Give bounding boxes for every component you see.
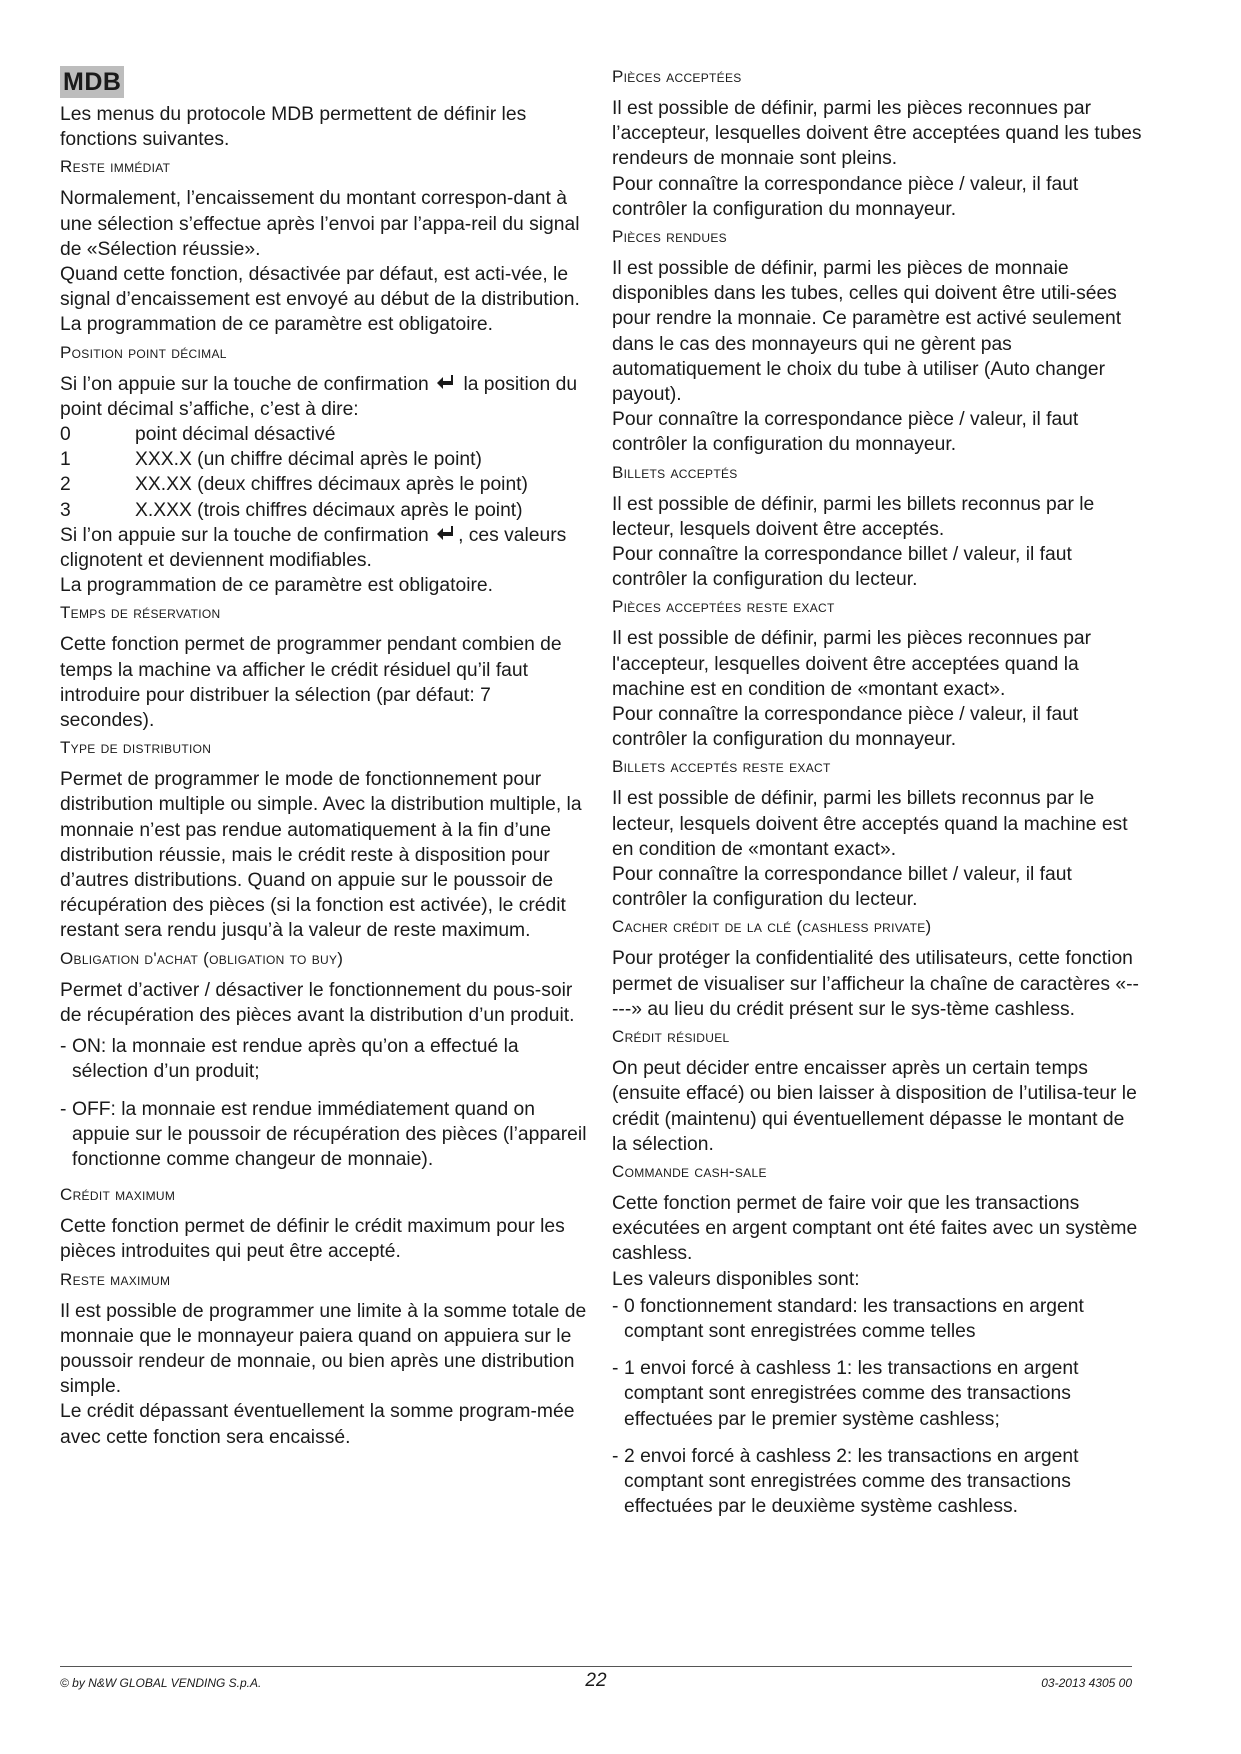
section-heading: Obligation d'achat (obligation to buy) (60, 948, 344, 968)
section-billets-exact (612, 756, 1142, 912)
list-item-text: 2 envoi forcé à cashless 2: les transactions en argent comptant sont enregistrées comme des transactions effectuées par le deuxième système cashless. (624, 1445, 1079, 1518)
paragraph (60, 523, 590, 573)
section-heading: Pièces acceptées (612, 67, 742, 86)
left-column (60, 62, 590, 1450)
paragraph-text: , ces valeurs clignotent et deviennent modifiables. (60, 524, 567, 572)
section-residuel (612, 1026, 1142, 1157)
paragraph: Il est possible de définir, parmi les pièces reconnues par l’accepteur, lesquelles doivent être acceptées quand les tubes rendeurs de monnaie sont pleins. (612, 98, 1142, 170)
list-item-text: 1 envoi forcé à cashless 1: les transactions en argent comptant sont enregistrées comme des transactions effectuées par le premier système cashless; (624, 1358, 1079, 1430)
paragraph: Pour protéger la confidentialité des utilisateurs, cette fonction permet de visualiser sur l’afficheur la chaîne de caractères «-----» au lieu du crédit présent sur le sys-tème cashless. (612, 948, 1139, 1020)
option-row (60, 472, 590, 497)
paragraph-text: Si l’on appuie sur la touche de confirmation (60, 524, 429, 546)
section-heading: Commande cash-sale (612, 1161, 767, 1181)
section-type (60, 737, 590, 943)
footer-divider (60, 1666, 1132, 1667)
paragraph: Permet d’activer / désactiver le fonctionnement du pous-soir de récupération des pièces avant la distribution d’un produit. (60, 979, 575, 1026)
section-heading: Type de distribution (60, 738, 212, 758)
section-heading: Billets acceptés reste exact (612, 757, 831, 777)
option-text: point décimal désactivé (135, 424, 336, 446)
list-item-text: 0 fonctionnement standard: les transactions en argent comptant sont enregistrées comme telles (624, 1295, 1084, 1342)
section-heading: Crédit maximum (60, 1185, 176, 1205)
page-footer (60, 1670, 1132, 1694)
option-row (60, 447, 590, 472)
paragraph: Pour connaître la correspondance billet / valeur, il faut contrôler la configuration du lecteur. (612, 864, 1072, 911)
paragraph: Le crédit dépassant éventuellement la somme program-mée avec cette fonction sera encaissé. (60, 1401, 575, 1448)
section-reste-max (60, 1269, 590, 1450)
section-pieces-exact (612, 596, 1142, 752)
paragraph: Cette fonction permet de faire voir que les transactions exécutées en argent comptant ont été faites avec un système cashless. (612, 1192, 1138, 1265)
section-heading: Temps de réservation (60, 603, 221, 623)
paragraph: Il est possible de définir, parmi les pièces de monnaie disponibles dans les tubes, celles qui doivent être utili-sées pour rendre la monnaie. Ce paramètre est activé seulement dans le cas des monnayeurs qui ne gèrent pas automatiquement le choix du tube à utiliser (Auto changer payout). (612, 258, 1122, 406)
option-text: X.XXX (trois chiffres décimaux après le point) (135, 499, 523, 521)
document-code: 03-2013 4305 00 (1041, 1676, 1132, 1690)
section-credit-max (60, 1184, 590, 1264)
list-item: - 0 fonctionnement standard: les transactions en argent comptant sont enregistrées comme telles (612, 1294, 1142, 1344)
paragraph: Pour connaître la correspondance billet / valeur, il faut contrôler la configuration du lecteur. (612, 544, 1072, 591)
section-heading: Position point décimal (60, 342, 227, 362)
section-position-point (60, 342, 590, 599)
intro-text: Les menus du protocole MDB permettent de définir les fonctions suivantes. (60, 104, 527, 151)
list-item-text: ON: la monnaie est rendue après qu’on a effectué la sélection d’un produit; (72, 1036, 519, 1083)
section-reste-immediat (60, 156, 590, 337)
paragraph: Cette fonction permet de définir le crédit maximum pour les pièces introduites qui peut être accepté. (60, 1216, 565, 1263)
paragraph: Quand cette fonction, désactivée par défaut, est acti-vée, le signal d’encaissement est envoyé au début de la distribution. (60, 264, 580, 311)
list-item: - 1 envoi forcé à cashless 1: les transactions en argent comptant sont enregistrées comme des transactions effectuées par le premier système cashless; (612, 1356, 1142, 1432)
enter-key-icon (436, 525, 456, 543)
enter-key-icon (436, 374, 456, 392)
paragraph: Il est possible de définir, parmi les billets reconnus par le lecteur, lesquels doivent être acceptés quand la machine est en condition de «montant exact». (612, 788, 1128, 860)
paragraph: Pour connaître la correspondance pièce / valeur, il faut contrôler la configuration du monnayeur. (612, 704, 1079, 751)
option-number: 2 (60, 474, 71, 496)
option-row (60, 498, 590, 523)
paragraph: Pour connaître la correspondance pièce / valeur, il faut contrôler la configuration du monnayeur. (612, 173, 1079, 220)
list-item-text: OFF: la monnaie est rendue immédiatement quand on appuie sur le poussoir de récupération des pièces (l’appareil fonctionne comme changeur de monnaie). (72, 1098, 587, 1170)
paragraph: Les valeurs disponibles sont: (612, 1268, 860, 1290)
section-temps (60, 602, 590, 733)
section-cacher (612, 916, 1142, 1022)
option-number: 3 (60, 499, 71, 521)
paragraph: Normalement, l’encaissement du montant correspon-dant à une sélection s’effectue après l’envoi par l’appa-reil du signal de «Sélection réussie». (60, 188, 580, 260)
page-number: 22 (585, 1670, 607, 1691)
paragraph: On peut décider entre encaisser après un certain temps (ensuite effacé) ou bien laisser à disposition de l’utilisa-teur le crédit (maintenu) qui éventuellement dépasse le montant de la sélection. (612, 1058, 1137, 1155)
section-billets-acceptes (612, 462, 1142, 593)
paragraph: Il est possible de définir, parmi les pièces reconnues par l'accepteur, lesquelles doivent être acceptées quand la machine est en condition de «montant exact». (612, 628, 1092, 700)
paragraph: Pour connaître la correspondance pièce / valeur, il faut contrôler la configuration du monnayeur. (612, 409, 1079, 456)
section-heading: Pièces acceptées reste exact (612, 597, 835, 617)
section-heading: Reste immédiat (60, 157, 171, 177)
paragraph-text: Si l’on appuie sur la touche de confirmation (60, 373, 429, 395)
page-title: MDB (60, 66, 124, 98)
section-obligation (60, 948, 590, 1172)
section-pieces-acceptees (612, 66, 1142, 222)
option-row (60, 422, 590, 447)
paragraph: Il est possible de définir, parmi les billets reconnus par le lecteur, lesquels doivent être acceptés. (612, 493, 1095, 540)
list-item: - ON: la monnaie est rendue après qu’on a effectué la sélection d’un produit; (60, 1034, 590, 1084)
paragraph: Permet de programmer le mode de fonctionnement pour distribution multiple ou simple. Avec la distribution multiple, la monnaie n’est pas rendue automatiquement à la fin d’une distribution réussie, mais le crédit reste à disposition pour d’autres distributions. Quand on appuie sur le poussoir de récupération des pièces (si la fonction est activée), le crédit restant sera rendu jusqu’à la valeur de reste maximum. (60, 769, 582, 942)
paragraph (60, 372, 590, 422)
section-heading: Reste maximum (60, 1269, 171, 1289)
section-heading: Billets acceptés (612, 462, 738, 482)
list-item: - OFF: la monnaie est rendue immédiatement quand on appuie sur le poussoir de récupération des pièces (l’appareil fonctionne comme changeur de monnaie). (60, 1097, 590, 1173)
section-pieces-rendues (612, 226, 1142, 458)
option-text: XXX.X (un chiffre décimal après le point) (135, 449, 482, 471)
paragraph: Cette fonction permet de programmer pendant combien de temps la machine va afficher le crédit résiduel qu’il faut introduire pour distribuer la sélection (par défaut: 7 secondes). (60, 634, 562, 732)
paragraph: Il est possible de programmer une limite à la somme totale de monnaie que le monnayeur paiera quand on appuiera sur le poussoir rendeur de monnaie, ou bien après une distribution simple. (60, 1300, 587, 1398)
section-heading: Cacher crédit de la clé (cashless private) (612, 917, 932, 937)
paragraph: La programmation de ce paramètre est obligatoire. (60, 575, 493, 597)
list-item: - 2 envoi forcé à cashless 2: les transactions en argent comptant sont enregistrées comme des transactions effectuées par le deuxième système cashless. (612, 1444, 1142, 1520)
option-number: 1 (60, 449, 71, 471)
section-commande (612, 1161, 1142, 1519)
section-heading: Pièces rendues (612, 227, 727, 247)
right-column (612, 62, 1142, 1531)
option-number: 0 (60, 424, 71, 446)
section-heading: Crédit résiduel (612, 1027, 730, 1047)
paragraph: La programmation de ce paramètre est obligatoire. (60, 314, 493, 336)
option-text: XX.XX (deux chiffres décimaux après le point) (135, 474, 528, 496)
footer-copyright: © by N&W GLOBAL VENDING S.p.A. (60, 1676, 262, 1690)
paragraph-text: la position du point décimal s’affiche, c’est à dire: (60, 373, 578, 420)
